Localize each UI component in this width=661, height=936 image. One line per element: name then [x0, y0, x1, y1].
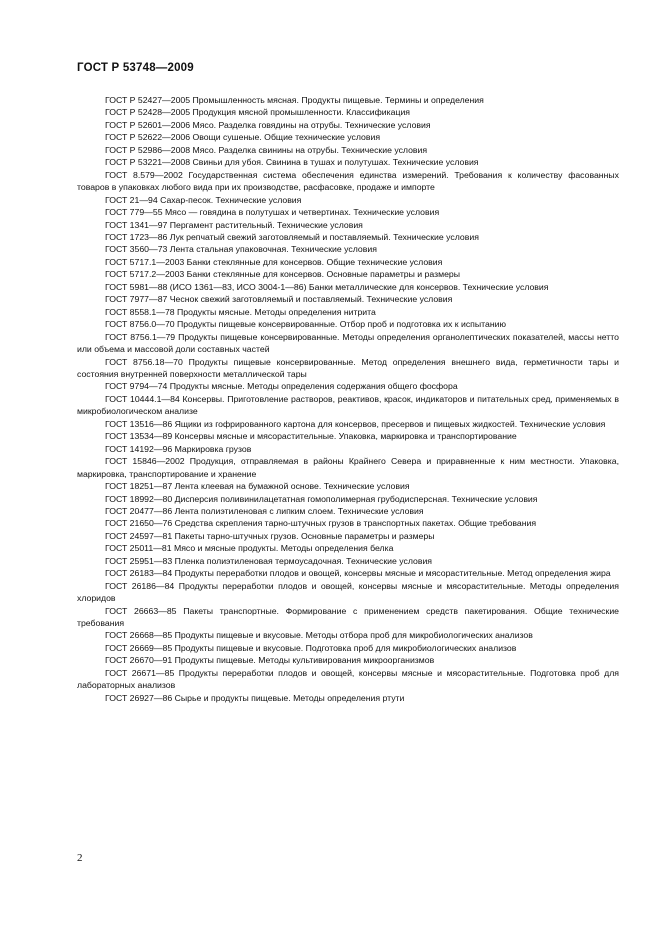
standard-reference: ГОСТ 26927—86 Сырье и продукты пищевые. Методы определения ртути: [105, 692, 405, 703]
standard-reference: ГОСТ 13534—89 Консервы мясные и мясорастительные. Упаковка, маркировка и транспортирование: [105, 431, 517, 442]
standard-reference: ГОСТ 8.579—2002 Государственная система обеспечения единства измерений. Требования к количеству фасованных товаров в упаковках любого вида при их производстве, расфасовке, продаже и импорте: [77, 169, 619, 193]
standard-reference: ГОСТ 8558.1—78 Продукты мясные. Методы определения нитрита: [105, 306, 376, 317]
standard-reference: ГОСТ 8756.1—79 Продукты пищевые консервированные. Методы определения органолептических показателей, массы нетто или объема и массовой доли составных частей: [77, 331, 619, 355]
standard-reference: ГОСТ 21—94 Сахар-песок. Технические условия: [105, 194, 302, 205]
standard-reference: ГОСТ 8756.18—70 Продукты пищевые консервированные. Метод определения внешнего вида, герметичности тары и состояния внутренней поверхности металлической тары: [77, 356, 619, 379]
standard-reference: ГОСТ 25951—83 Пленка полиэтиленовая термоусадочная. Технические условия: [105, 555, 432, 566]
document-header: ГОСТ Р 53748—2009: [77, 62, 194, 74]
standard-reference: ГОСТ Р 52428—2005 Продукция мясной промышленности. Классификация: [105, 107, 411, 118]
standard-reference: ГОСТ 779—55 Мясо — говядина в полутушах и четвертинах. Технические условия: [105, 207, 440, 218]
standard-reference: ГОСТ 15846—2002 Продукция, отправляемая в районы Крайнего Севера и приравненные к ним местности. Упаковка, маркировка, транспортирование и хранение: [77, 456, 619, 479]
standard-reference: ГОСТ 25011—81 Мясо и мясные продукты. Методы определения белка: [105, 543, 394, 554]
standard-reference: ГОСТ 24597—81 Пакеты тарно-штучных грузов. Основные параметры и размеры: [105, 530, 435, 541]
standard-reference: ГОСТ 5717.2—2003 Банки стеклянные для консервов. Основные параметры и размеры: [105, 269, 460, 280]
standard-reference: ГОСТ 26669—85 Продукты пищевые и вкусовые. Подготовка проб для микробиологических анализов: [105, 642, 517, 653]
standard-reference: ГОСТ 20477—86 Лента полиэтиленовая с липким слоем. Технические условия: [105, 505, 424, 516]
standard-reference: ГОСТ 26670—91 Продукты пищевые. Методы культивирования микроорганизмов: [105, 655, 435, 666]
standard-reference: ГОСТ 1723—86 Лук репчатый свежий заготовляемый и поставляемый. Технические условия: [105, 231, 479, 242]
page-number: 2: [77, 852, 83, 864]
standard-reference: ГОСТ 26183—84 Продукты переработки плодов и овощей, консервы мясные и мясорастительные. Метод определения жира: [105, 568, 611, 579]
standard-reference: ГОСТ Р 52427—2005 Промышленность мясная. Продукты пищевые. Термины и определения: [105, 95, 484, 105]
standard-reference: ГОСТ 26186—84 Продукты переработки плодов и овощей, консервы мясные и мясорастительные. Методы определения хлоридов: [77, 580, 619, 604]
standard-reference: ГОСТ 7977—87 Чеснок свежий заготовляемый и поставляемый. Технические условия: [105, 294, 453, 305]
standard-reference: ГОСТ 5981—88 (ИСО 1361—83, ИСО 3004-1—86) Банки металлические для консервов. Технические условия: [105, 281, 549, 292]
standard-reference: ГОСТ 26668—85 Продукты пищевые и вкусовые. Методы отбора проб для микробиологических анализов: [105, 630, 533, 641]
standard-reference: ГОСТ 26671—85 Продукты переработки плодов и овощей, консервы мясные и мясорастительные. Подготовка проб для лабораторных анализов: [77, 667, 619, 691]
standard-reference: ГОСТ Р 52601—2006 Мясо. Разделка говядины на отрубы. Технические условия: [105, 119, 431, 130]
standard-reference: ГОСТ 26663—85 Пакеты транспортные. Формирование с применением средств пакетирования. Общие технические требования: [77, 605, 619, 629]
standard-reference: ГОСТ 10444.1—84 Консервы. Приготовление растворов, реактивов, красок, индикаторов и питательных сред, применяемых в микробиологическом анализе: [77, 393, 619, 417]
standard-reference: ГОСТ 9794—74 Продукты мясные. Методы определения содержания общего фосфора: [105, 381, 458, 392]
standard-reference: ГОСТ 18992—80 Дисперсия поливинилацетатная гомополимерная грубодисперсная. Технические условия: [105, 493, 538, 504]
standard-reference: ГОСТ Р 53221—2008 Свиньи для убоя. Свинина в тушах и полутушах. Технические условия: [105, 157, 479, 168]
standard-reference: ГОСТ 13516—86 Ящики из гофрированного картона для консервов, пресервов и пищевых жидкостей. Технические условия: [105, 418, 606, 429]
standard-reference: ГОСТ Р 52622—2006 Овощи сушеные. Общие технические условия: [105, 132, 381, 143]
standard-reference: ГОСТ 21650—76 Средства скрепления тарно-штучных грузов в транспортных пакетах. Общие требования: [105, 518, 537, 529]
standard-reference: ГОСТ 18251—87 Лента клеевая на бумажной основе. Технические условия: [105, 481, 410, 492]
normative-references-list: [77, 94, 619, 704]
standard-reference: ГОСТ 5717.1—2003 Банки стеклянные для консервов. Общие технические условия: [105, 256, 443, 267]
standard-reference: ГОСТ 8756.0—70 Продукты пищевые консервированные. Отбор проб и подготовка их к испытанию: [105, 319, 506, 330]
standard-reference: ГОСТ Р 52986—2008 Мясо. Разделка свинины на отрубы. Технические условия: [105, 144, 428, 155]
standard-reference: ГОСТ 3560—73 Лента стальная упаковочная. Технические условия: [105, 244, 377, 255]
standard-reference: ГОСТ 1341—97 Пергамент растительный. Технические условия: [105, 219, 363, 230]
standard-reference: ГОСТ 14192—96 Маркировка грузов: [105, 443, 252, 454]
